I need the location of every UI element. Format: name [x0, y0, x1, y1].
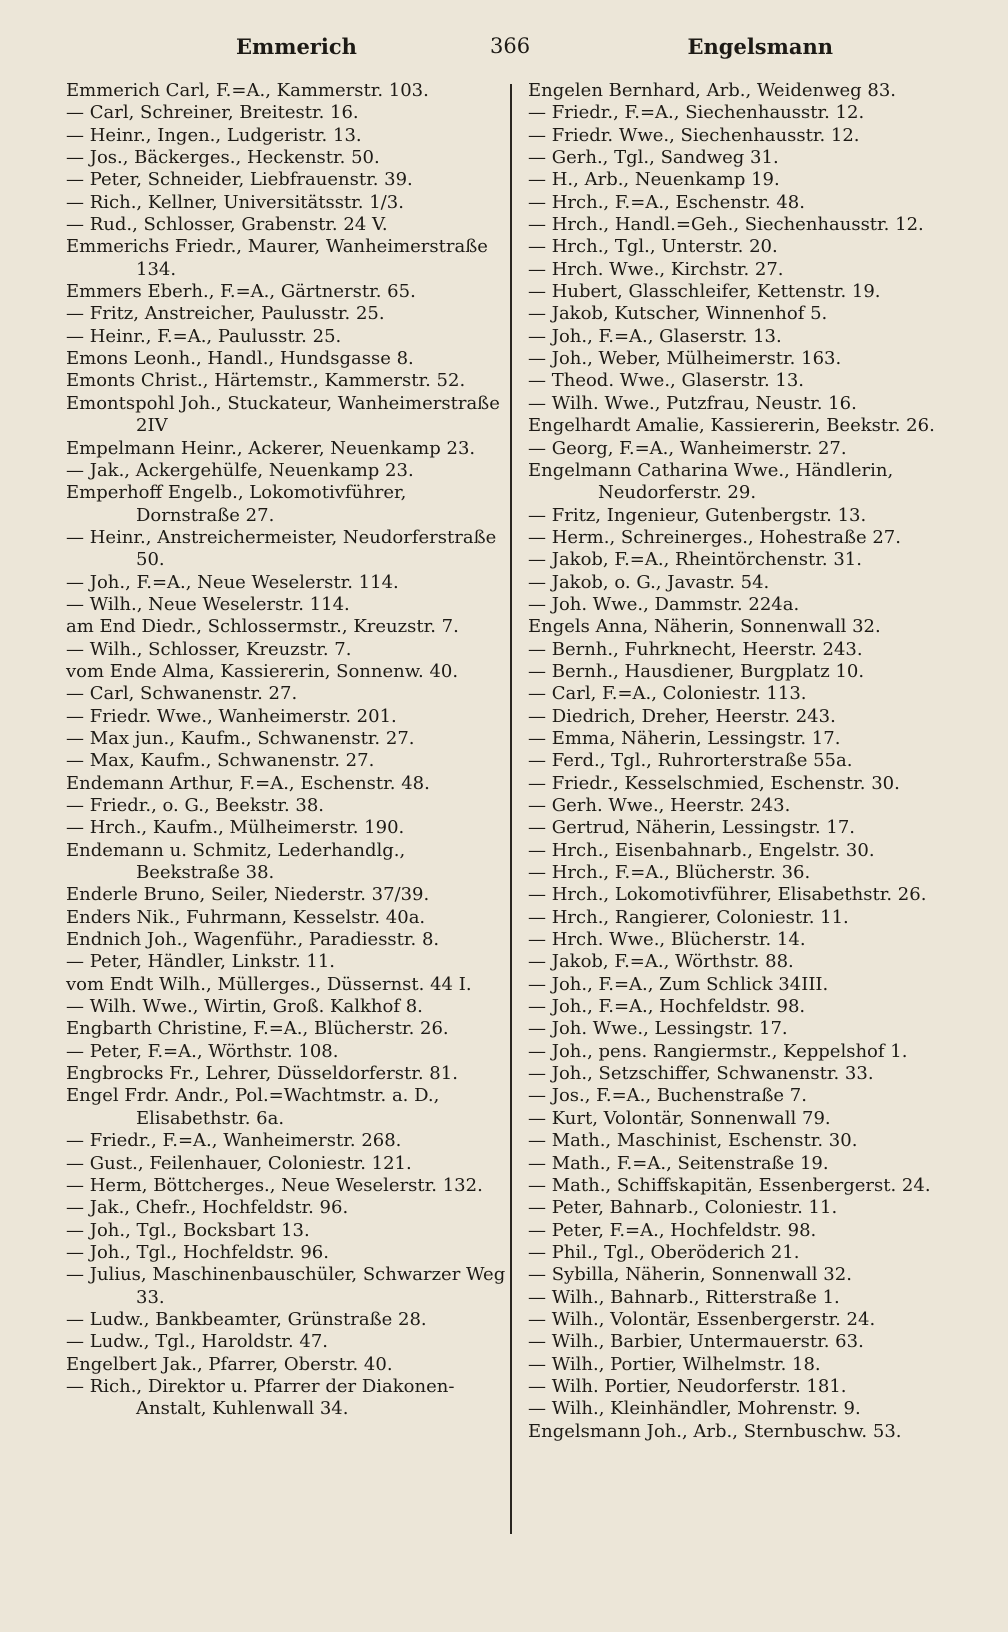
- directory-entry: — Friedr., F.=A., Wanheimerstr. 268.: [66, 1130, 402, 1152]
- directory-entry: — Peter, Schneider, Liebfrauenstr. 39.: [66, 169, 413, 191]
- directory-entry: — Heinr., Anstreichermeister, Neudorferstraße 50.: [66, 526, 497, 571]
- directory-entry: — Friedr. Wwe., Wanheimerstr. 201.: [66, 705, 397, 727]
- directory-entry: — Hrch., Eisenbahnarb., Engelstr. 30.: [528, 839, 875, 861]
- directory-entry: Emontspohl Joh., Stuckateur, Wanheimerstraße 2IV: [66, 392, 500, 437]
- directory-entry: — Ferd., Tgl., Ruhrorterstraße 55a.: [528, 750, 853, 772]
- directory-entry: — Hrch., F.=A., Eschenstr. 48.: [528, 191, 805, 213]
- directory-entry: — Carl, Schwanenstr. 27.: [66, 683, 298, 705]
- directory-entry: Engelmann Catharina Wwe., Händlerin, Neudorferstr. 29.: [528, 459, 894, 504]
- directory-entry: — Joh., F.=A., Neue Weselerstr. 114.: [66, 571, 399, 593]
- directory-entry: vom Ende Alma, Kassiererin, Sonnenw. 40.: [66, 660, 459, 682]
- directory-entry: — Peter, Händler, Linkstr. 11.: [66, 951, 336, 973]
- directory-entry: — Jakob, o. G., Javastr. 54.: [528, 571, 770, 593]
- directory-entry: — Wilh. Wwe., Wirtin, Groß. Kalkhof 8.: [66, 996, 423, 1018]
- directory-entry: — Hrch., Lokomotivführer, Elisabethstr. 26.: [528, 884, 927, 906]
- directory-entry: — Hrch., Kaufm., Mülheimerstr. 190.: [66, 817, 405, 839]
- directory-entry: — Sybilla, Näherin, Sonnenwall 32.: [528, 1264, 852, 1286]
- directory-entry: — Jakob, Kutscher, Winnenhof 5.: [528, 303, 828, 325]
- directory-entry: — Hrch. Wwe., Kirchstr. 27.: [528, 258, 784, 280]
- directory-entry: — Joh., F.=A., Hochfeldstr. 98.: [528, 996, 806, 1018]
- directory-entry: — Joh., Weber, Mülheimerstr. 163.: [528, 348, 842, 370]
- directory-entry: — Hrch. Wwe., Blücherstr. 14.: [528, 929, 806, 951]
- directory-entry: — Diedrich, Dreher, Heerstr. 243.: [528, 705, 836, 727]
- header-right-name: Engelsmann: [687, 34, 833, 59]
- directory-entry: — Gerh., Tgl., Sandweg 31.: [528, 147, 779, 169]
- directory-entry: Emons Leonh., Handl., Hundsgasse 8.: [66, 348, 414, 370]
- directory-entry: — Gerh. Wwe., Heerstr. 243.: [528, 795, 791, 816]
- directory-entry: — Heinr., Ingen., Ludgeristr. 13.: [66, 124, 362, 146]
- directory-entry: Engelen Bernhard, Arb., Weidenweg 83.: [528, 80, 897, 101]
- directory-entry: Engbarth Christine, F.=A., Blücherstr. 26.: [66, 1018, 449, 1040]
- directory-entry: — Wilh., Bahnarb., Ritterstraße 1.: [528, 1286, 840, 1308]
- right-column: [528, 80, 958, 1443]
- directory-entry: Emmerich Carl, F.=A., Kammerstr. 103.: [66, 80, 429, 101]
- directory-entry: — Carl, Schreiner, Breitestr. 16.: [66, 102, 359, 124]
- directory-entry: — Carl, F.=A., Coloniestr. 113.: [528, 683, 807, 705]
- directory-entry: — Phil., Tgl., Oberöderich 21.: [528, 1241, 800, 1263]
- directory-entry: — Kurt, Volontär, Sonnenwall 79.: [528, 1107, 831, 1129]
- directory-entry: — Wilh., Neue Weselerstr. 114.: [66, 593, 350, 615]
- directory-entry: — Gertrud, Näherin, Lessingstr. 17.: [528, 817, 855, 839]
- directory-entry: Empelmann Heinr., Ackerer, Neuenkamp 23.: [66, 437, 476, 459]
- directory-entry: — Wilh., Portier, Wilhelmstr. 18.: [528, 1353, 821, 1375]
- directory-entry: — Jakob, F.=A., Wörthstr. 88.: [528, 951, 794, 973]
- directory-entry: — Herm, Böttcherges., Neue Weselerstr. 132.: [66, 1174, 483, 1196]
- directory-entry: — Hrch., Rangierer, Coloniestr. 11.: [528, 906, 849, 928]
- directory-entry: — Rud., Schlosser, Grabenstr. 24 V.: [66, 214, 388, 236]
- page-header: [60, 30, 833, 64]
- header-left-name: Emmerich: [236, 34, 357, 59]
- directory-entry: — Rich., Kellner, Universitätsstr. 1/3.: [66, 191, 404, 213]
- directory-entry: — Jakob, F.=A., Rheintörchenstr. 31.: [528, 549, 862, 571]
- directory-entry: — Wilh., Schlosser, Kreuzstr. 7.: [66, 638, 352, 660]
- directory-entry: — Herm., Schreinerges., Hohestraße 27.: [528, 526, 901, 548]
- directory-entry: — Friedr., Kesselschmied, Eschenstr. 30.: [528, 772, 900, 794]
- directory-entry: — Joh., Tgl., Hochfeldstr. 96.: [66, 1241, 329, 1263]
- directory-entry: Emperhoff Engelb., Lokomotivführer, Dornstraße 27.: [66, 482, 407, 526]
- directory-entry: Emonts Christ., Härtemstr., Kammerstr. 52.: [66, 370, 466, 392]
- directory-entry: — Peter, F.=A., Wörthstr. 108.: [66, 1040, 339, 1062]
- directory-entry: — Ludw., Bankbeamter, Grünstraße 28.: [66, 1308, 427, 1330]
- page-number: 366: [490, 34, 531, 58]
- directory-entry: — Hubert, Glasschleifer, Kettenstr. 19.: [528, 281, 881, 303]
- directory-entry: — Max, Kaufm., Schwanenstr. 27.: [66, 750, 375, 772]
- directory-entry: — Jos., F.=A., Buchenstraße 7.: [528, 1085, 807, 1107]
- directory-entry: — Joh., Tgl., Bocksbart 13.: [66, 1219, 310, 1241]
- directory-entry: — H., Arb., Neuenkamp 19.: [528, 169, 780, 191]
- directory-entry: — Heinr., F.=A., Paulusstr. 25.: [66, 325, 342, 347]
- directory-entry: — Ludw., Tgl., Haroldstr. 47.: [66, 1331, 328, 1353]
- directory-entry: — Hrch., Tgl., Unterstr. 20.: [528, 236, 778, 258]
- directory-entry: Enders Nik., Fuhrmann, Kesselstr. 40a.: [66, 906, 426, 928]
- left-column: [66, 80, 506, 1421]
- directory-entry: Engelhardt Amalie, Kassiererin, Beekstr. 26.: [528, 415, 935, 437]
- directory-entry: — Fritz, Ingenieur, Gutenbergstr. 13.: [528, 504, 867, 526]
- directory-entry: — Gust., Feilenhauer, Coloniestr. 121.: [66, 1152, 412, 1174]
- directory-entry: — Jak., Ackergehülfe, Neuenkamp 23.: [66, 459, 414, 481]
- directory-entry: — Bernh., Fuhrknecht, Heerstr. 243.: [528, 638, 863, 660]
- directory-entry: am End Diedr., Schlossermstr., Kreuzstr. 7.: [66, 616, 459, 638]
- directory-entry: — Wilh., Barbier, Untermauerstr. 63.: [528, 1331, 864, 1353]
- directory-entry: Endemann Arthur, F.=A., Eschenstr. 48.: [66, 772, 430, 794]
- directory-entry: Emmers Eberh., F.=A., Gärtnerstr. 65.: [66, 281, 416, 303]
- directory-entry: — Jos., Bäckerges., Heckenstr. 50.: [66, 147, 380, 169]
- directory-entry: — Hrch., Handl.=Geh., Siechenhausstr. 12.: [528, 214, 924, 236]
- directory-entry: Engbrocks Fr., Lehrer, Düsseldorferstr. 81.: [66, 1063, 458, 1085]
- directory-entry: — Joh., Setzschiffer, Schwanenstr. 33.: [528, 1063, 874, 1085]
- directory-entry: — Math., Schiffskapitän, Essenbergerst. 24.: [528, 1174, 931, 1196]
- directory-entry: — Joh., pens. Rangiermstr., Keppelshof 1.: [528, 1040, 908, 1062]
- directory-entry: — Joh. Wwe., Dammstr. 224a.: [528, 593, 800, 615]
- directory-entry: — Wilh., Kleinhändler, Mohrenstr. 9.: [528, 1398, 861, 1420]
- directory-entry: Engels Anna, Näherin, Sonnenwall 32.: [528, 616, 881, 638]
- directory-entry: vom Endt Wilh., Müllerges., Düssernst. 44 I.: [66, 973, 472, 995]
- directory-entry: Engelbert Jak., Pfarrer, Oberstr. 40.: [66, 1353, 393, 1375]
- directory-entry: Emmerichs Friedr., Maurer, Wanheimerstraße 134.: [66, 236, 488, 280]
- directory-entry: — Wilh. Wwe., Putzfrau, Neustr. 16.: [528, 392, 857, 414]
- directory-entry: — Hrch., F.=A., Blücherstr. 36.: [528, 862, 811, 884]
- directory-entry: Enderle Bruno, Seiler, Niederstr. 37/39.: [66, 884, 430, 906]
- directory-entry: — Math., Maschinist, Eschenstr. 30.: [528, 1130, 858, 1152]
- directory-entry: — Peter, Bahnarb., Coloniestr. 11.: [528, 1197, 838, 1219]
- directory-entry: — Bernh., Hausdiener, Burgplatz 10.: [528, 660, 865, 682]
- directory-entry: Endnich Joh., Wagenführ., Paradiesstr. 8.: [66, 929, 440, 951]
- directory-entry: — Max jun., Kaufm., Schwanenstr. 27.: [66, 727, 415, 749]
- directory-entry: — Theod. Wwe., Glaserstr. 13.: [528, 370, 805, 392]
- directory-entry: — Rich., Direktor u. Pfarrer der Diakonen-Anstalt, Kuhlenwall 34.: [66, 1375, 455, 1420]
- directory-entry: — Emma, Näherin, Lessingstr. 17.: [528, 727, 841, 749]
- directory-entry: — Georg, F.=A., Wanheimerstr. 27.: [528, 437, 847, 459]
- directory-entry: — Joh., F.=A., Glaserstr. 13.: [528, 325, 782, 347]
- directory-entry: — Joh. Wwe., Lessingstr. 17.: [528, 1018, 788, 1040]
- directory-entry: Engelsmann Joh., Arb., Sternbuschw. 53.: [528, 1420, 902, 1442]
- directory-entry: — Wilh. Portier, Neudorferstr. 181.: [528, 1375, 847, 1397]
- directory-entry: — Friedr. Wwe., Siechenhausstr. 12.: [528, 124, 860, 146]
- directory-entry: — Friedr., o. G., Beekstr. 38.: [66, 795, 325, 816]
- directory-entry: — Jak., Chefr., Hochfeldstr. 96.: [66, 1197, 349, 1219]
- directory-entry: — Peter, F.=A., Hochfeldstr. 98.: [528, 1219, 817, 1241]
- directory-entry: — Joh., F.=A., Zum Schlick 34III.: [528, 973, 829, 995]
- directory-entry: — Wilh., Volontär, Essenbergerstr. 24.: [528, 1308, 876, 1330]
- directory-entry: — Friedr., F.=A., Siechenhausstr. 12.: [528, 102, 865, 124]
- directory-entry: — Julius, Maschinenbauschüler, Schwarzer Weg 33.: [66, 1264, 506, 1308]
- directory-entry: Endemann u. Schmitz, Lederhandlg., Beekstraße 38.: [66, 839, 406, 884]
- directory-entry: — Fritz, Anstreicher, Paulusstr. 25.: [66, 303, 385, 325]
- column-divider: [510, 84, 512, 1534]
- directory-entry: — Math., F.=A., Seitenstraße 19.: [528, 1152, 829, 1174]
- directory-entry: Engel Frdr. Andr., Pol.=Wachtmstr. a. D., Elisabethstr. 6a.: [66, 1085, 440, 1129]
